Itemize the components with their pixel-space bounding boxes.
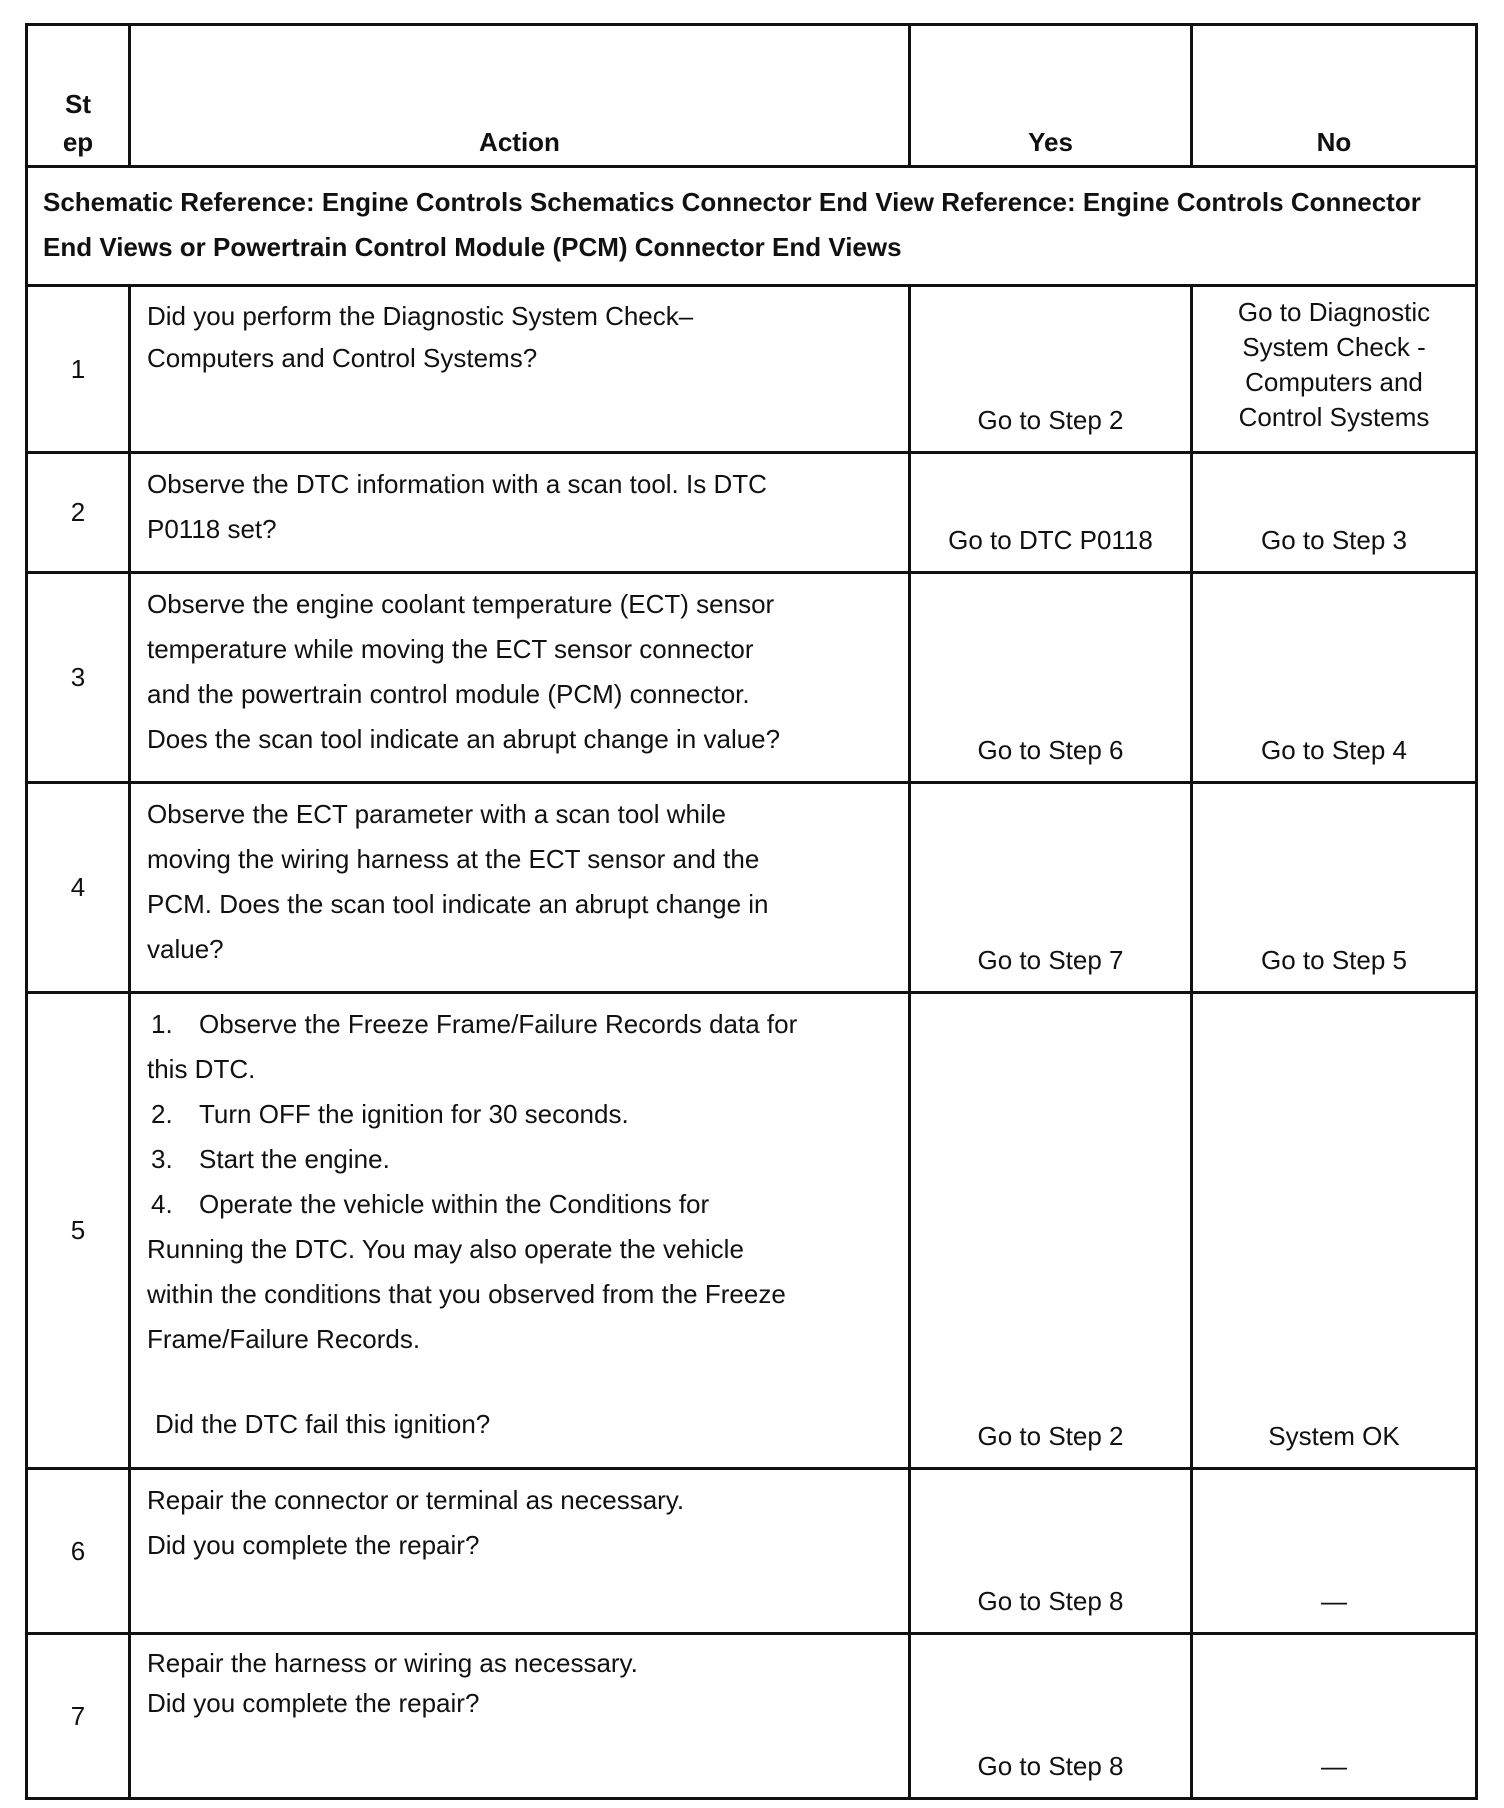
no-line: System Check - — [1242, 332, 1426, 362]
list-text: Running the DTC. You may also operate the vehicle — [147, 1234, 744, 1264]
table-row — [27, 453, 1477, 573]
list-text: Start the engine. — [199, 1144, 390, 1174]
action-line: Computers and Control Systems? — [147, 343, 538, 373]
step-action — [130, 1469, 910, 1634]
action-line: P0118 set? — [147, 514, 277, 544]
step-number: 7 — [27, 1634, 130, 1799]
table-row — [27, 1469, 1477, 1634]
list-item — [147, 1002, 898, 1047]
action-line: PCM. Does the scan tool indicate an abrupt change in — [147, 889, 769, 919]
action-line: Did you complete the repair? — [147, 1530, 480, 1560]
no-result: Go to Step 3 — [1192, 453, 1477, 573]
yes-result: Go to Step 6 — [910, 573, 1192, 783]
list-item — [147, 1137, 898, 1182]
action-line: Did you perform the Diagnostic System Check– — [147, 301, 694, 331]
action-line: Observe the DTC information with a scan tool. Is DTC — [147, 469, 767, 499]
table-row — [27, 1634, 1477, 1799]
step-number: 3 — [27, 573, 130, 783]
action-line: temperature while moving the ECT sensor connector — [147, 634, 754, 664]
no-result: — — [1192, 1469, 1477, 1634]
action-line: Does the scan tool indicate an abrupt change in value? — [147, 724, 781, 754]
step-number: 5 — [27, 993, 130, 1469]
step-action — [130, 453, 910, 573]
header-row — [27, 25, 1477, 167]
action-line: Did you complete the repair? — [147, 1688, 480, 1718]
action-line: Repair the harness or wiring as necessary. — [147, 1648, 638, 1678]
yes-result: Go to Step 2 — [910, 286, 1192, 453]
list-text: Observe the Freeze Frame/Failure Records data for — [199, 1009, 798, 1039]
step-action — [130, 1634, 910, 1799]
step-action — [130, 286, 910, 453]
step-question: Did the DTC fail this ignition? — [155, 1409, 491, 1439]
list-text: Operate the vehicle within the Conditions for — [199, 1189, 710, 1219]
table-row — [27, 573, 1477, 783]
no-line: Computers and — [1245, 367, 1423, 397]
step-number: 2 — [27, 453, 130, 573]
action-line: Observe the engine coolant temperature (ECT) sensor — [147, 589, 775, 619]
list-text: Turn OFF the ignition for 30 seconds. — [199, 1099, 629, 1129]
table-row — [27, 993, 1477, 1469]
step-action — [130, 573, 910, 783]
yes-result: Go to Step 8 — [910, 1469, 1192, 1634]
step-action — [130, 783, 910, 993]
diagnostic-table — [25, 23, 1478, 1800]
list-text: within the conditions that you observed from the Freeze — [147, 1279, 786, 1309]
list-text: this DTC. — [147, 1054, 256, 1084]
no-result: System OK — [1192, 993, 1477, 1469]
action-line: Repair the connector or terminal as necessary. — [147, 1485, 685, 1515]
yes-result: Go to Step 2 — [910, 993, 1192, 1469]
reference-row — [27, 167, 1477, 286]
spacer — [147, 1362, 898, 1402]
header-yes: Yes — [910, 25, 1192, 167]
step-action — [130, 993, 910, 1469]
step-number: 6 — [27, 1469, 130, 1634]
step-number: 4 — [27, 783, 130, 993]
table-row — [27, 286, 1477, 453]
no-result — [1192, 286, 1477, 453]
yes-result: Go to Step 7 — [910, 783, 1192, 993]
action-line: and the powertrain control module (PCM) connector. — [147, 679, 750, 709]
action-line: moving the wiring harness at the ECT sensor and the — [147, 844, 760, 874]
yes-result: Go to Step 8 — [910, 1634, 1192, 1799]
list-number: 3. — [151, 1144, 173, 1174]
list-number: 4. — [151, 1189, 173, 1219]
table-row — [27, 783, 1477, 993]
header-step: St ep — [27, 25, 130, 167]
list-text: Frame/Failure Records. — [147, 1324, 421, 1354]
action-line: value? — [147, 934, 224, 964]
header-no: No — [1192, 25, 1477, 167]
no-line: Control Systems — [1238, 402, 1430, 432]
header-action: Action — [130, 25, 910, 167]
yes-result: Go to DTC P0118 — [910, 453, 1192, 573]
schematic-reference: Schematic Reference: Engine Controls Schematics Connector End View Reference: Engine Controls Connector End Views or Powertrain Control Module (PCM) Connector End Views — [27, 167, 1477, 286]
list-number: 1. — [151, 1009, 173, 1039]
no-result: Go to Step 4 — [1192, 573, 1477, 783]
no-result: — — [1192, 1634, 1477, 1799]
step-number: 1 — [27, 286, 130, 453]
no-line: Go to Diagnostic — [1237, 297, 1431, 327]
list-item — [147, 1092, 898, 1137]
list-number: 2. — [151, 1099, 173, 1129]
no-result: Go to Step 5 — [1192, 783, 1477, 993]
action-line: Observe the ECT parameter with a scan tool while — [147, 799, 727, 829]
list-item — [147, 1182, 898, 1227]
